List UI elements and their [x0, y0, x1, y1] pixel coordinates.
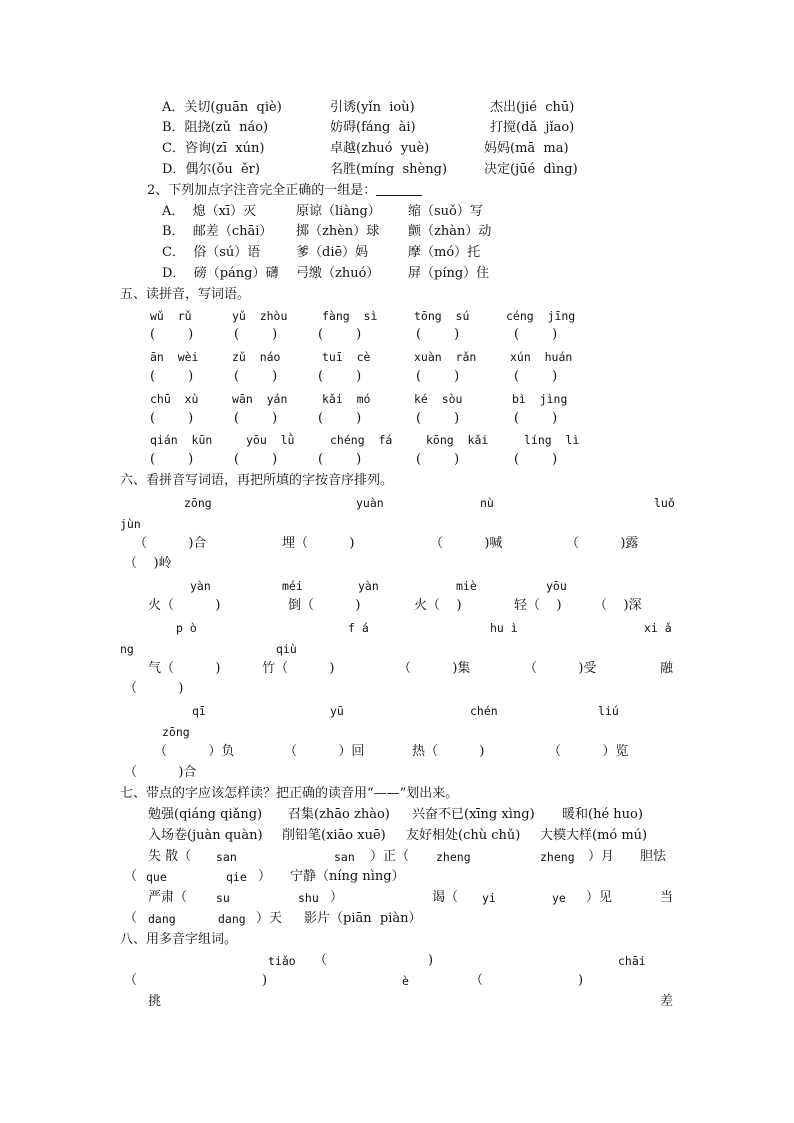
pinyin-4-5: líng lì: [524, 433, 580, 447]
s7-l5-a: 严肃（: [148, 890, 188, 905]
option-b-2: 妨碍(fáng ài): [330, 120, 416, 135]
s7-l5-b[interactable]: su: [216, 891, 230, 905]
s7-l5-c[interactable]: shu: [298, 891, 319, 905]
q2-a-2: 原谅（liàng）: [296, 204, 381, 219]
s6-pinyin-9: miè: [456, 579, 477, 593]
s7-l5-d: ）: [330, 890, 344, 905]
s7-l3-b[interactable]: san: [216, 850, 237, 864]
blank-3-2[interactable]: ( ): [234, 411, 278, 426]
s6-pinyin-11: p ò: [176, 621, 197, 635]
s7-l6-b[interactable]: dang: [148, 912, 176, 926]
s8-paren-open-1[interactable]: （: [314, 953, 328, 968]
s6-word-7[interactable]: 倒（ ): [288, 598, 361, 613]
s7-item-5[interactable]: 入场卷(juàn quàn): [148, 828, 263, 843]
s6-word-11[interactable]: 气（ ): [148, 661, 221, 676]
s6-word-16[interactable]: （ ): [124, 681, 184, 696]
s6-word-8[interactable]: 火（ ): [414, 598, 462, 613]
pinyin-1-5: céng jīng: [506, 309, 576, 323]
s7-l6-a: （: [124, 911, 138, 926]
pinyin-3-5: bì jìng: [512, 392, 568, 406]
s8-paren-close-3[interactable]: ): [578, 973, 584, 988]
pinyin-2-1: ān wèi: [150, 350, 199, 364]
s6-word-12[interactable]: 竹（ ): [262, 661, 335, 676]
pinyin-1-1: wǔ rǔ: [150, 309, 192, 323]
s6-word-13[interactable]: （ )集: [398, 661, 471, 676]
s6-word-19[interactable]: 热（ ): [412, 744, 485, 759]
q2-b-2: 掷（zhèn）球: [296, 224, 380, 239]
option-b-1: B．阻挠(zǔ náo): [162, 120, 269, 135]
s8-pinyin-chai: chāi: [618, 954, 646, 968]
answer-blank[interactable]: [376, 183, 422, 196]
s6-pinyin-19: chén: [470, 704, 498, 718]
s6-pinyin-14: xi ǎ: [644, 621, 672, 635]
option-d-3: 决定(jūé dìng): [484, 162, 578, 177]
s8-pinyin-tiao: tiǎo: [268, 954, 296, 968]
s7-l5-g[interactable]: ye: [552, 891, 566, 905]
s6-word-2[interactable]: 埋（ ): [282, 536, 355, 551]
q2-a-1: A． 熄（xī）灭: [162, 204, 257, 219]
pinyin-4-4: kōng kǎi: [426, 433, 489, 447]
pinyin-3-3: kǎi mó: [322, 392, 371, 406]
q2-d-1: D． 磅（páng）礴: [162, 266, 279, 281]
s6-word-15: 融: [660, 661, 674, 676]
q2-c-2: 爹（diē）妈: [296, 245, 369, 260]
s7-l6-c[interactable]: dang: [218, 912, 246, 926]
pinyin-3-4: ké sòu: [414, 392, 463, 406]
s6-pinyin-13: hu ì: [490, 621, 518, 635]
s8-char-tiao: 挑: [148, 994, 162, 1009]
blank-2-2[interactable]: ( ): [234, 369, 278, 384]
blank-4-4[interactable]: ( ): [416, 452, 460, 467]
s6-word-21[interactable]: （ )合: [124, 765, 197, 780]
section-8-title: 八、用多音字组词。: [120, 932, 238, 947]
s7-l3-a: 失 散（: [148, 849, 192, 864]
pinyin-1-4: tōng sú: [414, 309, 470, 323]
s7-item-7[interactable]: 友好相处(chù chǔ): [406, 828, 521, 843]
s6-pinyin-7: méi: [282, 579, 303, 593]
pinyin-3-1: chū xù: [150, 392, 199, 406]
s7-l4-e[interactable]: 宁静（níng nìng）: [290, 869, 405, 884]
s7-l4-a: （: [124, 869, 138, 884]
s6-pinyin-8: yàn: [358, 579, 379, 593]
s7-l6-d: ）天: [256, 911, 283, 926]
s6-pinyin-16: qiù: [276, 642, 297, 656]
blank-4-5[interactable]: ( ): [514, 452, 558, 467]
blank-1-1[interactable]: ( ): [150, 327, 194, 342]
s7-l5-f[interactable]: yi: [482, 891, 496, 905]
pinyin-4-1: qián kūn: [150, 433, 213, 447]
option-b-3: 打搅(dǎ jǐao): [490, 120, 575, 135]
question-2-text: 2、下列加点字注音完全正确的一组是：: [147, 183, 377, 198]
q2-d-3: 屏（píng）住: [408, 266, 490, 281]
s6-word-18[interactable]: （ ）回: [284, 744, 365, 759]
s6-pinyin-12: f á: [348, 621, 369, 635]
option-a-1: A．关切(guān qiè): [162, 100, 282, 115]
question-2-title: [147, 183, 422, 199]
s6-pinyin-15: ng: [120, 642, 134, 656]
q2-b-3: 颤（zhàn）动: [408, 224, 492, 239]
s6-pinyin-17: qī: [192, 704, 206, 718]
s8-paren-close-1[interactable]: ): [428, 953, 434, 968]
s6-pinyin-1: zōng: [184, 496, 212, 510]
s6-word-1[interactable]: （ )合: [134, 536, 207, 551]
s7-item-4[interactable]: 暖和(hé huo): [562, 807, 643, 822]
s6-word-9[interactable]: 轻（ ): [514, 598, 562, 613]
s8-paren-close-2[interactable]: ): [262, 973, 268, 988]
blank-2-5[interactable]: ( ): [514, 369, 558, 384]
blank-3-1[interactable]: ( ): [150, 411, 194, 426]
q2-a-3: 缩（suǒ）写: [408, 204, 483, 219]
s6-word-5[interactable]: （ )岭: [124, 556, 172, 571]
s6-word-6[interactable]: 火（ ): [148, 598, 221, 613]
blank-1-3[interactable]: ( ): [318, 327, 362, 342]
s6-word-4[interactable]: （ )露: [566, 536, 639, 551]
pinyin-1-2: yǔ zhòu: [232, 309, 288, 323]
section-7-title: 七、带点的字应该怎样读？把正确的读音用“——”划出来。: [120, 786, 459, 801]
s7-item-2[interactable]: 召集(zhāo zhào): [288, 807, 390, 822]
s7-item-3[interactable]: 兴奋不已(xīng xìng): [412, 807, 535, 822]
q2-d-2: 弓缴（zhuó）: [296, 266, 380, 281]
option-d-1: D．偶尔(ǒu ěr): [162, 162, 260, 177]
s6-pinyin-18: yū: [330, 704, 344, 718]
pinyin-2-4: xuàn rǎn: [414, 350, 477, 364]
s6-pinyin-10: yōu: [546, 579, 567, 593]
s6-word-10[interactable]: （ )深: [594, 598, 642, 613]
option-c-1: C．咨询(zī xún): [162, 141, 265, 156]
s6-word-3[interactable]: （ )喊: [430, 536, 503, 551]
s6-pinyin-4: luǒ: [654, 496, 675, 510]
s7-l4-d: ）: [258, 869, 272, 884]
pinyin-2-3: tuī cè: [322, 350, 371, 364]
blank-4-1[interactable]: ( ): [150, 452, 194, 467]
s7-l3-g: ）月: [588, 849, 615, 864]
s7-l5-h: ）见: [586, 890, 613, 905]
blank-1-4[interactable]: ( ): [416, 327, 460, 342]
q2-c-3: 摩（mó）托: [408, 245, 481, 260]
blank-4-2[interactable]: ( ): [234, 452, 278, 467]
blank-3-3[interactable]: ( ): [318, 411, 362, 426]
s8-pinyin-e: è: [402, 974, 409, 988]
blank-1-5[interactable]: ( ): [514, 327, 558, 342]
blank-2-3[interactable]: ( ): [318, 369, 362, 384]
s6-pinyin-20: liú: [598, 704, 619, 718]
q2-c-1: C． 俗（sú）语: [162, 245, 261, 260]
pinyin-1-3: fàng sì: [322, 309, 378, 323]
s7-l4-c[interactable]: qie: [226, 870, 247, 884]
s6-pinyin-6: yàn: [190, 579, 211, 593]
pinyin-4-3: chéng fá: [330, 433, 393, 447]
pinyin-4-2: yōu lǜ: [246, 433, 295, 447]
s7-l3-f[interactable]: zheng: [540, 850, 575, 864]
blank-1-2[interactable]: ( ): [234, 327, 278, 342]
s8-paren-open-2[interactable]: （: [124, 973, 138, 988]
pinyin-2-5: xún huán: [510, 350, 573, 364]
q2-b-1: B． 邮差（chāi）: [162, 224, 273, 239]
option-c-2: 卓越(zhuó yuè): [330, 141, 430, 156]
s6-pinyin-5: jùn: [120, 517, 141, 531]
option-a-3: 杰出(jié chū): [490, 100, 575, 115]
s6-pinyin-3: nù: [480, 496, 494, 510]
s6-pinyin-2: yuàn: [356, 496, 384, 510]
blank-2-1[interactable]: ( ): [150, 369, 194, 384]
blank-2-4[interactable]: ( ): [416, 369, 460, 384]
s7-item-8[interactable]: 大模大样(mó mú): [540, 828, 648, 843]
s7-l5-e: 谒（: [432, 890, 459, 905]
s7-l6-e[interactable]: 影片（piān piàn）: [304, 911, 422, 926]
blank-4-3[interactable]: ( ): [318, 452, 362, 467]
s7-l3-e[interactable]: zheng: [436, 850, 471, 864]
s6-pinyin-21: zōng: [162, 725, 190, 739]
s7-item-1[interactable]: 勉强(qiáng qiǎng): [148, 807, 263, 822]
section-5-title: 五、读拼音，写词语。: [120, 287, 251, 302]
pinyin-2-2: zǔ náo: [232, 350, 281, 364]
option-c-3: 妈妈(mā ma): [484, 141, 569, 156]
blank-3-5[interactable]: ( ): [514, 411, 558, 426]
blank-3-4[interactable]: ( ): [416, 411, 460, 426]
option-a-2: 引诱(yǐn ioù): [330, 100, 415, 115]
s7-item-6[interactable]: 削铅笔(xiāo xuē): [282, 828, 386, 843]
s7-l5-i: 当: [660, 890, 674, 905]
s8-paren-open-3[interactable]: （: [470, 973, 484, 988]
s7-l3-h: 胆怯: [640, 849, 667, 864]
s6-word-14[interactable]: （ )受: [524, 661, 597, 676]
s7-l4-b[interactable]: que: [146, 870, 167, 884]
s7-l3-c[interactable]: san: [334, 850, 355, 864]
s8-char-cha: 差: [660, 994, 674, 1009]
s7-l3-d: ）正（: [370, 849, 410, 864]
s6-word-17[interactable]: （ ）负: [154, 744, 235, 759]
s6-word-20[interactable]: （ ）览: [548, 744, 629, 759]
section-6-title: 六、看拼音写词语，再把所填的字按音序排列。: [120, 473, 394, 488]
pinyin-3-2: wān yán: [232, 392, 288, 406]
option-d-2: 名胜(míng shèng): [330, 162, 448, 177]
